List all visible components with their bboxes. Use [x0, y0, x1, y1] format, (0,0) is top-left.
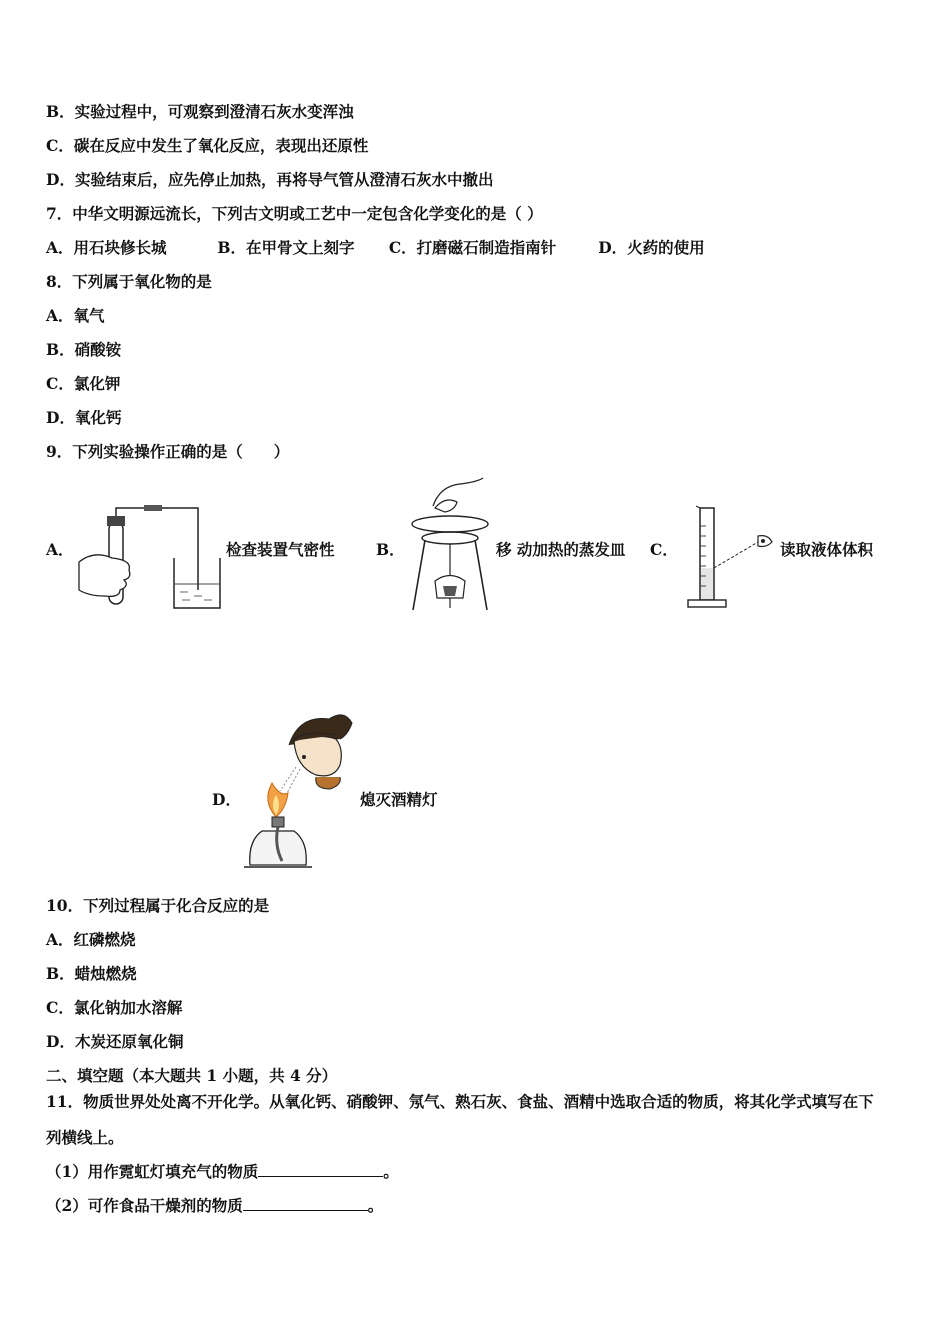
q7-option-b: B．在甲骨文上刻字 [217, 238, 355, 257]
q6-option-d: D．实验结束后，应先停止加热，再将导气管从澄清石灰水中撤出 [46, 170, 494, 189]
q11-sub2-end: 。 [367, 1196, 384, 1215]
blow-out-lamp-figure [244, 705, 359, 875]
q10-option-a: A．红磷燃烧 [46, 930, 136, 949]
airtightness-check-figure [74, 500, 224, 615]
q9-c-caption: 读取液体体积 [780, 540, 874, 559]
q7-option-c: C．打磨磁石制造指南针 [388, 238, 557, 257]
q11-sub1-end: 。 [383, 1162, 399, 1181]
q11-stem-line1: 11．物质世界处处离不开化学。从氧化钙、硝酸钾、氖气、熟石灰、食盐、酒精中选取合适的物质，将其化学式填写在下 [46, 1092, 874, 1111]
q11-sub2-text: （2）可作食品干燥剂的物质 [46, 1196, 243, 1215]
q10-option-b: B．蜡烛燃烧 [46, 964, 137, 983]
q9-a-letter: A． [46, 540, 74, 559]
q9-d-letter: D． [212, 790, 241, 809]
q8-option-a: A．氧气 [46, 306, 105, 325]
q11-sub1 [46, 1162, 399, 1182]
q8-option-c: C．氯化钾 [46, 374, 121, 393]
q11-sub2-blank[interactable] [243, 1196, 368, 1211]
q7-stem: 7．中华文明源远流长，下列古文明或工艺中一定包含化学变化的是（ ） [46, 204, 543, 223]
q9-b-letter: B． [376, 540, 405, 559]
q10-stem: 10．下列过程属于化合反应的是 [46, 896, 270, 915]
q9-c-letter: C． [650, 540, 678, 559]
evaporating-dish-figure [405, 476, 495, 616]
q10-option-d: D．木炭还原氧化铜 [46, 1032, 184, 1051]
q8-option-b: B．硝酸铵 [46, 340, 122, 359]
q10-option-c: C．氯化钠加水溶解 [46, 998, 183, 1017]
q7-option-d: D．火药的使用 [598, 238, 705, 257]
q8-stem: 8．下列属于氧化物的是 [46, 272, 212, 291]
q11-sub2 [46, 1196, 383, 1216]
q7-option-a: A．用石块修长城 [46, 238, 167, 257]
q9-b-caption: 移 动加热的蒸发皿 [496, 540, 626, 559]
q9-d-caption: 熄灭酒精灯 [360, 790, 438, 809]
graduated-cylinder-figure [686, 506, 781, 612]
q7-options [46, 238, 705, 258]
q8-option-d: D．氧化钙 [46, 408, 122, 427]
q11-sub1-text: （1）用作霓虹灯填充气的物质 [46, 1162, 259, 1181]
q11-sub1-blank[interactable] [258, 1162, 383, 1177]
q6-option-b: B．实验过程中，可观察到澄清石灰水变浑浊 [46, 102, 354, 121]
q11-stem-line2: 列横线上。 [46, 1128, 124, 1147]
q9-a-caption: 检查装置气密性 [226, 540, 335, 559]
section-heading: 二、填空题（本大题共 1 小题，共 4 分） [46, 1066, 338, 1085]
q6-option-c: C．碳在反应中发生了氧化反应，表现出还原性 [46, 136, 369, 155]
q9-stem: 9．下列实验操作正确的是（ ） [46, 442, 290, 461]
